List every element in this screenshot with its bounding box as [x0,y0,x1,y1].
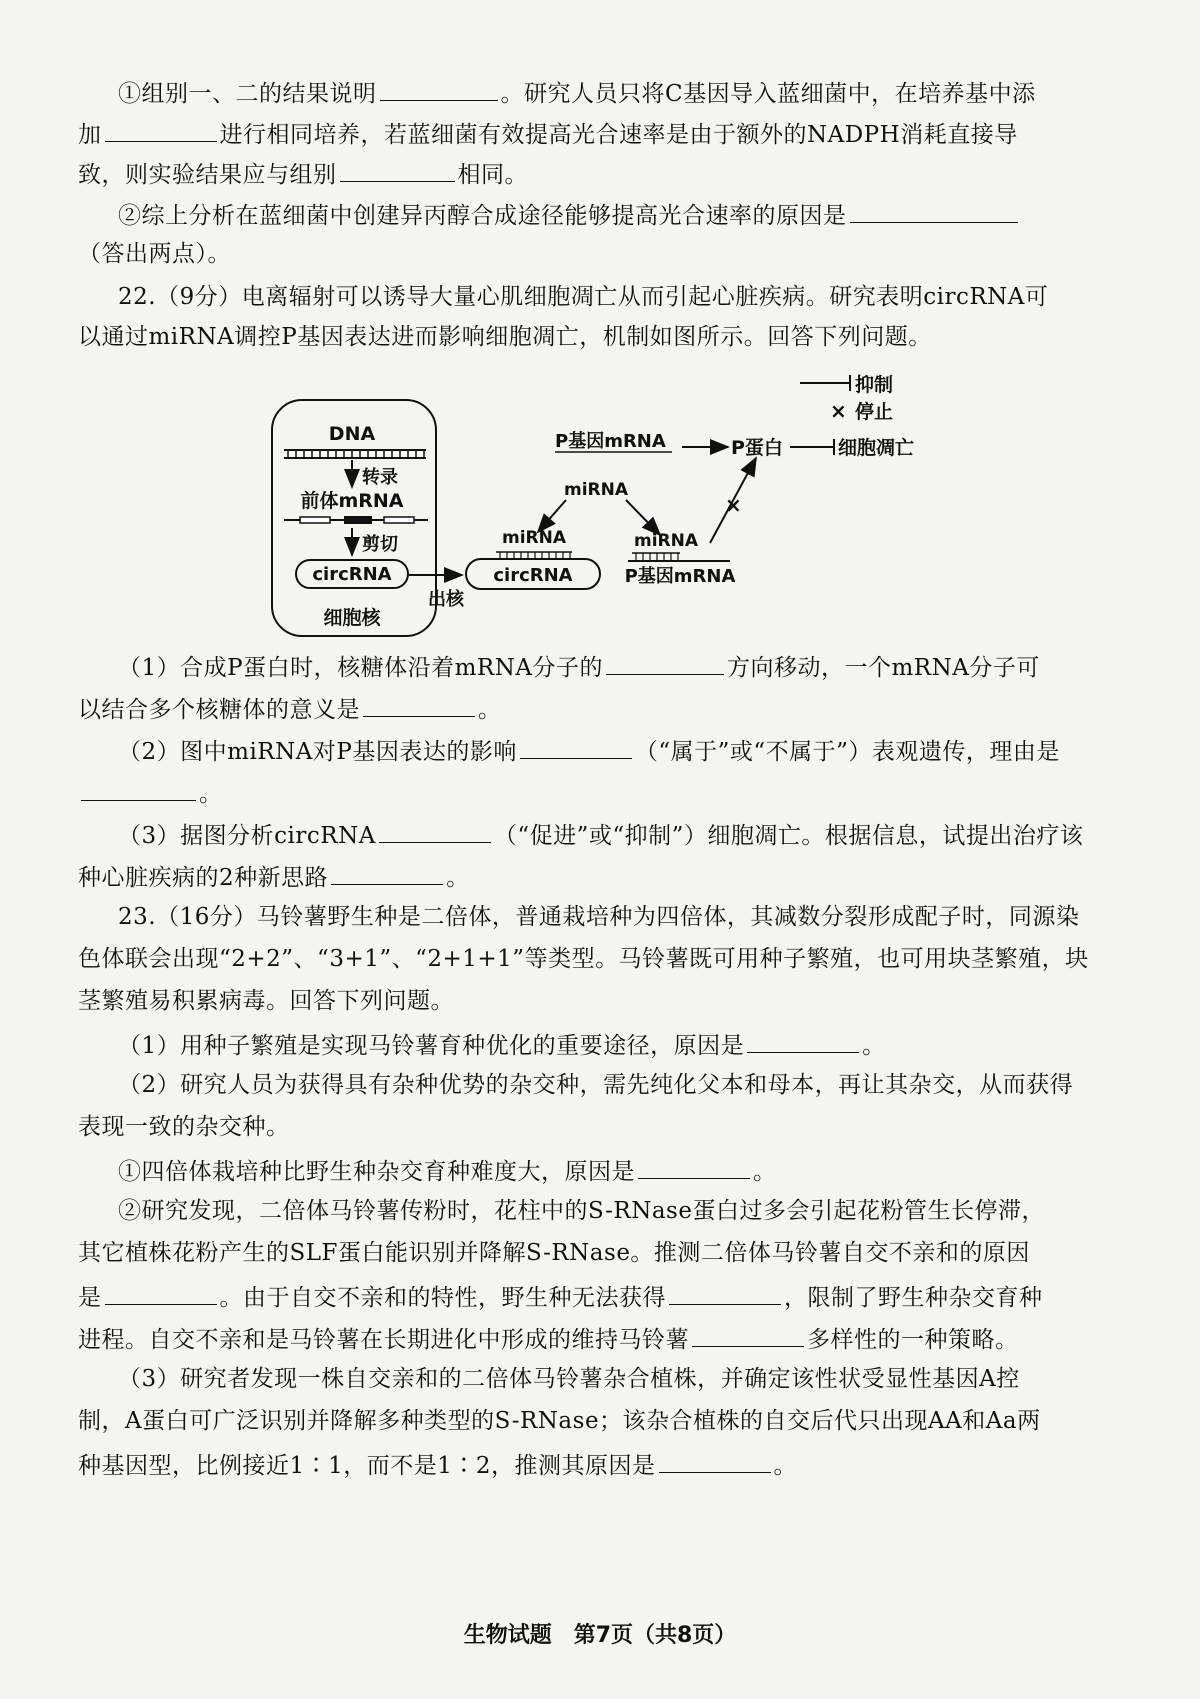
answer-blank[interactable] [340,157,455,182]
question-23-2-2: 是 。由于自交不亲和的特性，野生种无法获得 ，限制了野生种杂交育种 [78,1280,1128,1313]
question-23-stem: 23.（16分）马铃薯野生种是二倍体，普通栽培种为四倍体，其减数分裂形成配子时，同源染 [118,904,1080,930]
p-protein-label: P蛋白 [731,437,783,459]
legend-stop-label: 停止 [855,401,894,423]
stop-cross-icon: × [725,493,742,517]
question-22-2: （2）图中miRNA对P基因表达的影响 （“属于”或“不属于”）表观遗传，理由是 [118,734,1128,767]
legend [800,373,893,423]
mirna-to-p-arrow [626,500,660,535]
answer-blank[interactable] [659,1448,771,1473]
mirna-bound-p-label: miRNA [633,531,699,551]
circrna-mechanism-diagram [0,360,1200,650]
p-mrna-top-label: P基因mRNA [555,431,666,452]
mirna-p-mrna-complex [625,531,736,587]
text-line: 致，则实验结果应与组别 相同。 [78,157,1128,190]
cleavage-label: 剪切 [362,534,398,555]
dna-label: DNA [328,423,376,445]
text-line: ②综上分析在蓝细菌中创建异丙醇合成途径能够提高光合速率的原因是 [118,198,1128,231]
answer-blank[interactable] [105,1280,217,1305]
answer-blank[interactable] [331,860,443,885]
answer-blank[interactable] [379,818,491,843]
exit-nucleus-label: 出核 [428,589,464,610]
transcription-label: 转录 [362,467,398,488]
answer-blank[interactable] [638,1154,750,1179]
answer-blank[interactable] [81,776,196,801]
question-22-stem: 以通过miRNA调控P基因表达进而影响细胞凋亡，机制如图所示。回答下列问题。 [78,324,932,350]
question-23-2-2: 进程。自交不亲和是马铃薯在长期进化中形成的维持马铃薯 多样性的一种策略。 [78,1322,1128,1355]
question-23-3: 制，A蛋白可广泛识别并降解多种类型的S-RNase；该杂合植株的自交后代只出现AA和Aa两 [78,1408,1041,1434]
p-mrna-bound-label: P基因mRNA [624,566,736,587]
circrna-outer-label: circRNA [493,565,573,586]
answer-blank[interactable] [380,76,498,101]
question-23-1: （1）用种子繁殖是实现马铃薯育种优化的重要途径，原因是 。 [118,1028,1128,1061]
nucleus-label: 细胞核 [323,607,381,629]
question-22-3: 种心脏疾病的2种新思路 。 [78,860,1128,893]
answer-blank[interactable] [105,117,217,142]
answer-blank[interactable] [363,692,475,717]
text-line: （答出两点）。 [78,241,231,267]
pre-mrna-label: 前体mRNA [300,490,404,512]
question-23-2: （2）研究人员为获得具有杂种优势的杂交种，需先纯化父本和母本，再让其杂交，从而获得 [118,1072,1074,1098]
question-22-3: （3）据图分析circRNA （“促进”或“抑制”）细胞凋亡。根据信息，试提出治疗该 [118,818,1128,851]
answer-blank[interactable] [669,1280,781,1305]
question-23-2: 表现一致的杂交种。 [78,1114,290,1140]
stop-cross-icon: × [830,399,847,423]
nucleus-box [272,400,436,636]
question-23-stem: 色体联会出现“2+2”、“3+1”、“2+1+1”等类型。马铃薯既可用种子繁殖，也可用块茎繁殖，块 [78,946,1089,972]
answer-blank[interactable] [520,734,632,759]
question-22-2: 。 [78,776,1128,809]
question-22-1: （1）合成P蛋白时，核糖体沿着mRNA分子的 方向移动，一个mRNA分子可 [118,650,1128,683]
mirna-free-label: miRNA [563,480,629,500]
answer-blank[interactable] [747,1028,859,1053]
answer-blank[interactable] [692,1322,804,1347]
mirna-bound-circ-label: miRNA [501,528,567,548]
apoptosis-label: 细胞凋亡 [838,437,915,459]
pre-mrna-strand [284,516,428,524]
answer-blank[interactable] [606,650,724,675]
legend-inhibit-label: 抑制 [855,374,894,396]
question-23-2-1: ①四倍体栽培种比野生种杂交育种难度大，原因是 。 [118,1154,1128,1187]
question-23-3: （3）研究者发现一株自交亲和的二倍体马铃薯杂合植株，并确定该性状受显性基因A控 [118,1366,1020,1392]
question-23-2-2: ②研究发现，二倍体马铃薯传粉时，花柱中的S-RNase蛋白过多会引起花粉管生长停滞， [118,1198,1045,1224]
question-23-3: 种基因型，比例接近1∶1，而不是1∶2，推测其原因是 。 [78,1448,1128,1481]
question-22-1: 以结合多个核糖体的意义是 。 [78,692,1128,725]
question-23-2-2: 其它植株花粉产生的SLF蛋白能识别并降解S-RNase。推测二倍体马铃薯自交不亲和的原因 [78,1240,1030,1266]
circrna-mirna-complex [466,528,600,589]
question-23-stem: 茎繁殖易积累病毒。回答下列问题。 [78,988,454,1014]
text-line: 加 进行相同培养，若蓝细菌有效提高光合速率是由于额外的NADPH消耗直接导 [78,117,1128,150]
dna-double-strand [284,450,426,458]
question-22-stem: 22.（9分）电离辐射可以诱导大量心肌细胞凋亡从而引起心脏疾病。研究表明circRNA可 [118,284,1049,310]
answer-blank[interactable] [850,198,1018,223]
page-footer: 生物试题 第7页（共8页） [463,1623,737,1648]
text-line: ①组别一、二的结果说明 。研究人员只将C基因导入蓝细菌中，在培养基中添 [118,76,1128,109]
circrna-inner-label: circRNA [312,564,392,585]
